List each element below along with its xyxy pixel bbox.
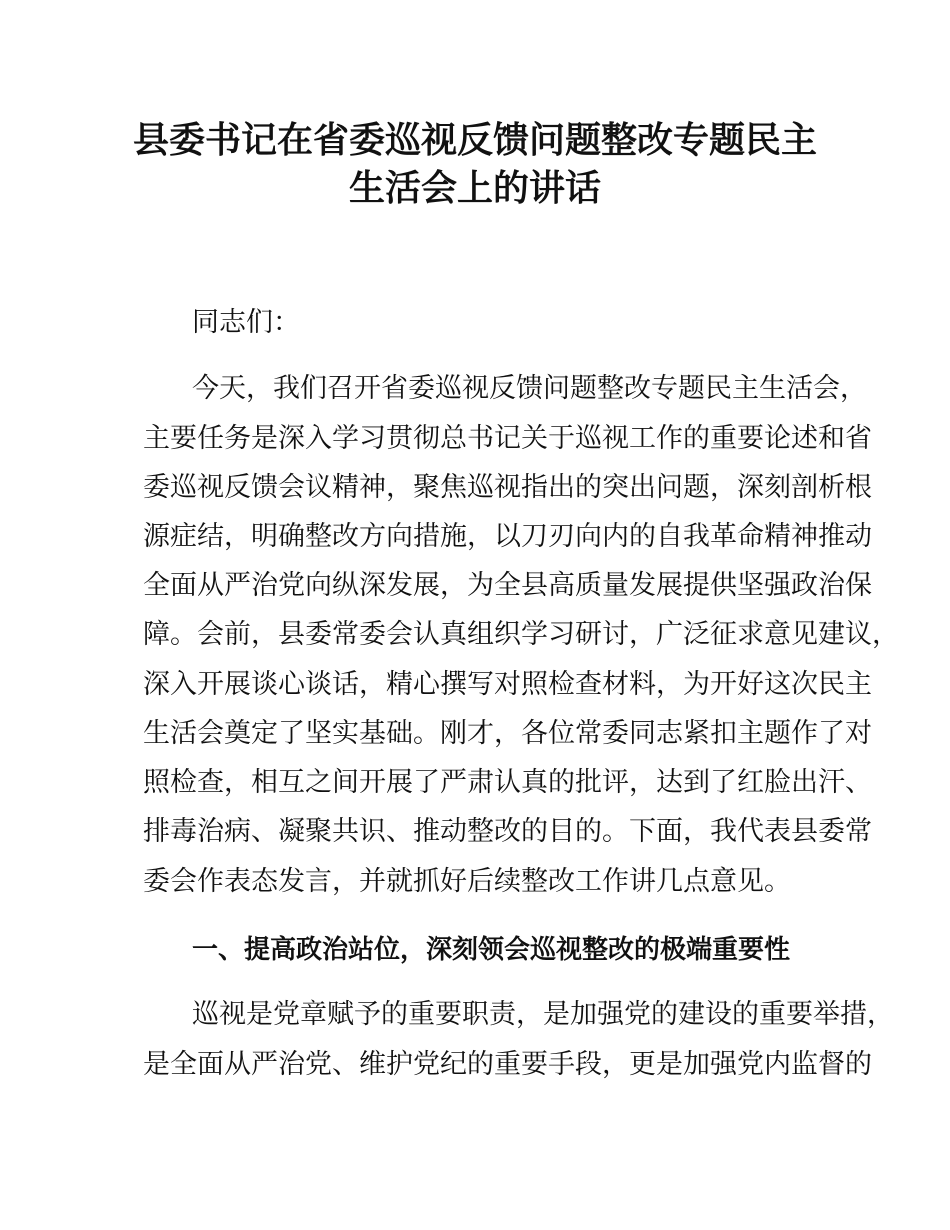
title-line-1: 县委书记在省委巡视反馈问题整改专题民主 [132,119,817,161]
title-line-2: 生活会上的讲话 [348,167,601,209]
text-line: 深入开展谈心谈话，精心撰写对照检查材料，为开好这次民主 [143,669,872,700]
text-line: 照检查，相互之间开展了严肃认真的批评，达到了红脸出汗、 [143,767,872,798]
salutation: 同志们： [192,307,300,338]
text-line: 巡视是党章赋予的重要职责，是加强党的建设的重要举措， [192,999,894,1030]
text-line: 全面从严治党向纵深发展，为全县高质量发展提供坚强政治保 [143,570,872,601]
text-line: 排毒治病、凝聚共识、推动整改的目的。下面，我代表县委常 [143,816,872,847]
text-line: 障。会前，县委常委会认真组织学习研讨，广泛征求意见建议， [143,619,899,650]
text-line: 源症结，明确整改方向措施，以刀刃向内的自我革命精神推动 [143,521,872,552]
text-line: 今天，我们召开省委巡视反馈问题整改专题民主生活会， [192,373,867,404]
text-line: 主要任务是深入学习贯彻总书记关于巡视工作的重要论述和省 [143,423,872,454]
section-heading-1: 一、提高政治站位，深刻领会巡视整改的极端重要性 [192,935,791,965]
text-line: 委巡视反馈会议精神，聚焦巡视指出的突出问题，深刻剖析根 [143,472,872,503]
text-line: 委会作表态发言，并就抓好后续整改工作讲几点意见。 [143,866,791,897]
text-line: 生活会奠定了坚实基础。刚才，各位常委同志紧扣主题作了对 [143,718,872,749]
text-line: 是全面从严治党、维护党纪的重要手段，更是加强党内监督的 [143,1049,872,1080]
